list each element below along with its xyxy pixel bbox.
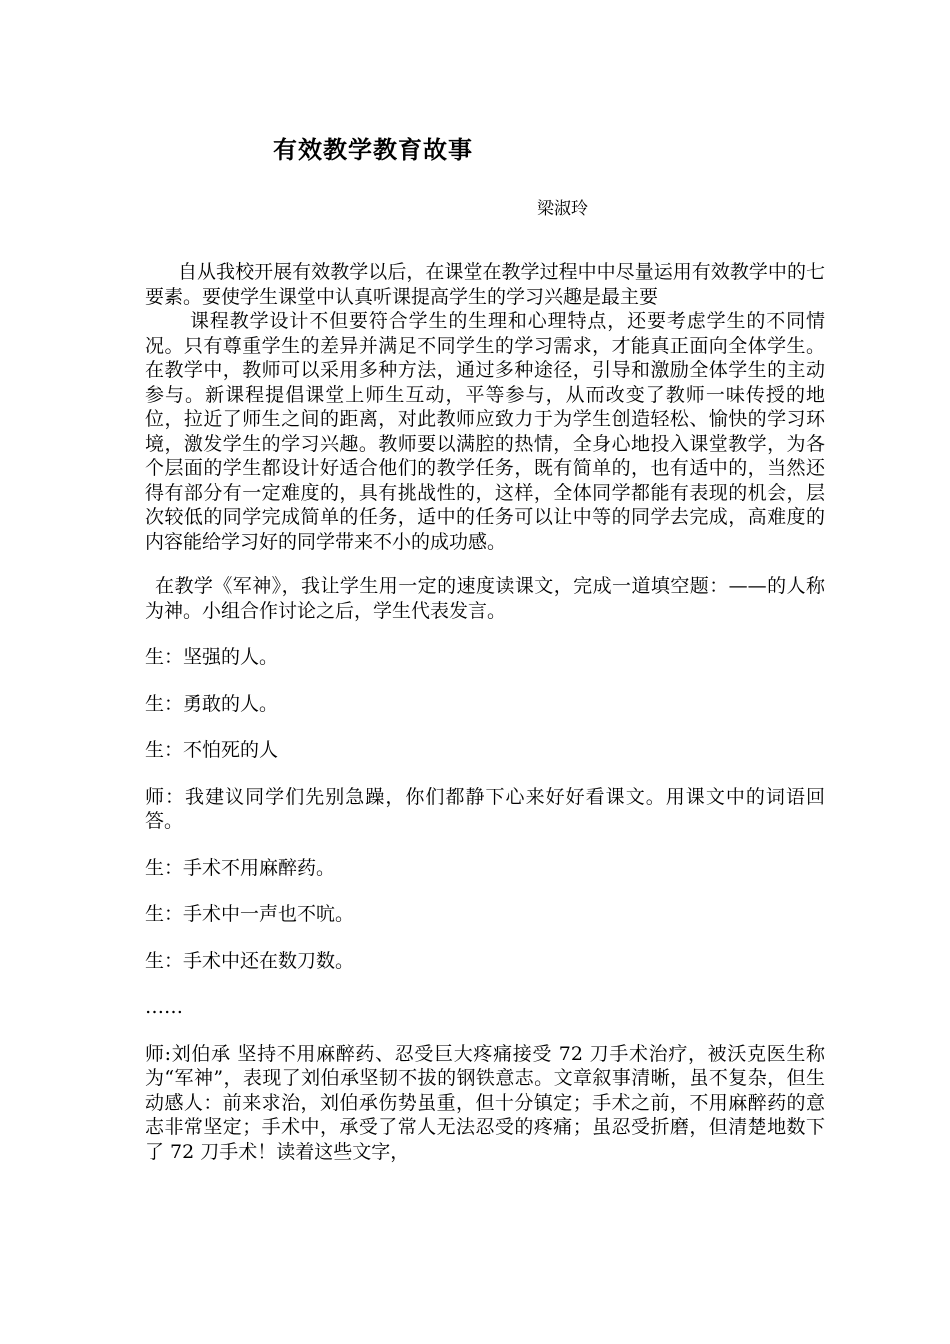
dialogue-line: 生：不怕死的人 — [145, 739, 279, 761]
dialogue-line: 生：手术中还在数刀数。 — [145, 949, 355, 972]
paragraph-intro: 自从我校开展有效教学以后，在课堂在教学过程中中尽量运用有效教学中的七要素。要使学生课堂中认真听课提高学生的学习兴趣是最主要 — [145, 261, 825, 308]
dialogue-line: 生：勇敢的人。 — [145, 692, 279, 715]
ellipsis: …… — [145, 996, 183, 1018]
teacher-summary: 师:刘伯承 坚持不用麻醉药、忍受巨大疼痛接受 72 刀手术治疗，被沃克医生称为“军神”，表现了刘伯承坚韧不拔的钢铁意志。文章叙事清晰，虽不复杂，但生动感人：前来求治，刘伯承伤势虽重，但十分镇定；手术之前，不用麻醉药的意志非常坚定；手术中，承受了常人无法忍受的疼痛；虽忍受折磨，但清楚地数下了 72 刀手术！读着这些文字， — [145, 1042, 825, 1163]
document-title: 有效教学教育故事 — [273, 135, 473, 164]
author-name: 梁淑玲 — [537, 199, 588, 219]
document-page — [145, 130, 825, 1164]
dialogue-line: 师：我建议同学们先别急躁，你们都静下心来好好看课文。用课文中的词语回答。 — [145, 785, 825, 832]
paragraph-curriculum: 课程教学设计不但要符合学生的生理和心理特点，还要考虑学生的不同情况。只有尊重学生的差异并满足不同学生的学习需求，才能真正面向全体学生。在教学中，教师可以采用多种方法，通过多种途径，引导和激励全体学生的主动参与。新课程提倡课堂上师生互动，平等参与，从而改变了教师一味传授的地位，拉近了师生之间的距离，对此教师应致力于为学生创造轻松、愉快的学习环境，激发学生的学习兴趣。教师要以满腔的热情，全身心地投入课堂教学，为各个层面的学生都设计好适合他们的教学任务，既有简单的，也有适中的，当然还得有部分有一定难度的，具有挑战性的，这样，全体同学都能有表现的机会，层次较低的同学完成简单的任务，适中的任务可以让中等的同学去完成，高难度的内容能给学习好的同学带来不小的成功感。 — [145, 310, 825, 553]
dialogue-line: 生：手术不用麻醉药。 — [145, 856, 336, 879]
paragraph-lesson-junshen: 在教学《军神》，我让学生用一定的速度读课文，完成一道填空题：——的人称为神。小组合作讨论之后，学生代表发言。 — [145, 575, 825, 622]
dialogue-line: 生：坚强的人。 — [145, 646, 279, 668]
dialogue-line: 生：手术中一声也不吭。 — [145, 903, 355, 925]
